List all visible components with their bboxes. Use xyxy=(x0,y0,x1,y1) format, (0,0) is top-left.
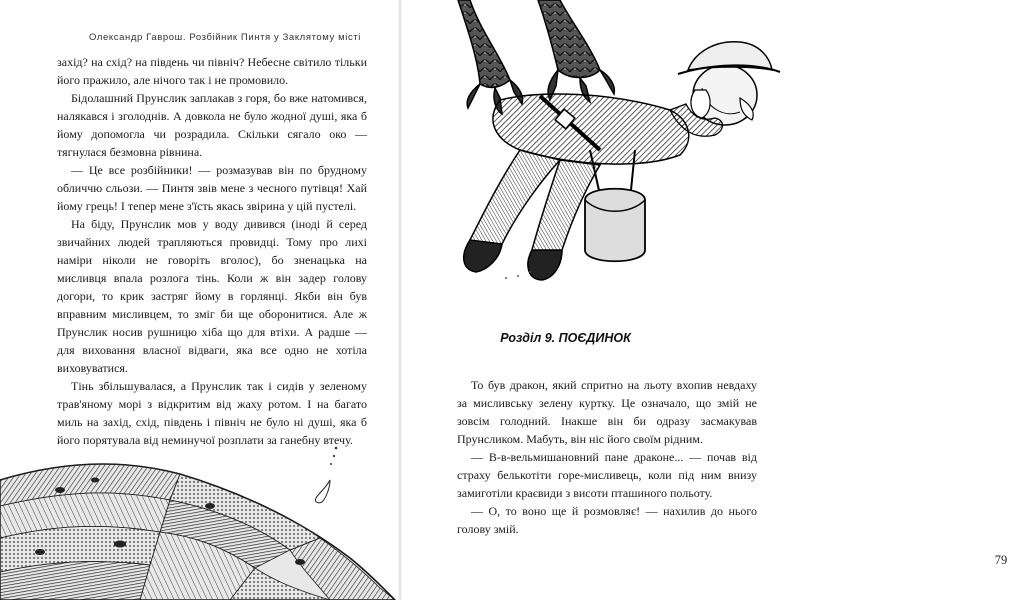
paragraph: То був дракон, який спритно на льоту вхопив невдаху за мисливську зелену куртку. Це означало, що змій не зовсім голодний. Інакше він би одразу засмакував Прунсликом. Мабуть, він ніс його своїм рідним. xyxy=(457,378,757,446)
right-page xyxy=(400,0,1008,600)
paragraph: — В-в-вельмишановний пане драконе... — почав від страху белькотіти горе-мисливець, коли під ним внизу замиготіли краєвиди з висоти пташиного польоту. xyxy=(457,450,757,500)
running-header: Олександр Гаврош. Розбійник Пинтя у Заклятому місті xyxy=(89,32,361,43)
dragon-hunter-illustration xyxy=(440,0,780,285)
paragraph: — О, то воно ще й розмовляє! — нахилив до нього голову змій. xyxy=(457,504,757,536)
left-page-text xyxy=(57,53,367,449)
right-page-text xyxy=(457,376,757,538)
landscape-illustration xyxy=(0,440,400,600)
paragraph: Тінь збільшувалася, а Прунслик так і сидів у зеленому трав'яному морі з відкритим від жаху ротом. І на багато миль на захід, схід, південь і північ не було ні душі, яка б його порятувала від неминучої розплати за ганебну втечу. xyxy=(57,379,367,447)
left-page xyxy=(0,0,400,600)
chapter-heading: Розділ 9. ПОЄДИНОК xyxy=(500,331,631,345)
paragraph: На біду, Прунслик мов у воду дивився (іноді й серед звичайних людей трапляються провидці. Тому про лихі наміри ніколи не говоріть вголос), бо зненацька на мисливця впала розлога тінь. Коли ж він задер голову догори, то крик застряг йому в горлянці. Якби він був вправним мисливцем, то зміг би ще оборонитися. Але ж Прунслик носив рушницю хіба що для втіхи. А радше — для виховання власної відваги, яка все одно не хотіла виховуватися. xyxy=(57,217,367,375)
paragraph: — Це все розбійники! — розмазував він по брудному обличчю сльози. — Пинтя звів мене з чесного путівця! Хай йому грець! І тепер мене з'їсть якась звірина у цій пустелі. xyxy=(57,163,367,213)
paragraph: захід? на схід? на південь чи північ? Небесне світило тільки його пражило, але нічого так і не промовило. xyxy=(57,55,367,87)
page-number: 79 xyxy=(994,553,1008,567)
paragraph: Бідолашний Прунслик заплакав з горя, бо вже натомився, налякався і зголоднів. А довкола не було жодної душі, яка б йому допомогла чи розрадила. Скільки сягало око — тягнулася безмовна рівнина. xyxy=(57,91,367,159)
